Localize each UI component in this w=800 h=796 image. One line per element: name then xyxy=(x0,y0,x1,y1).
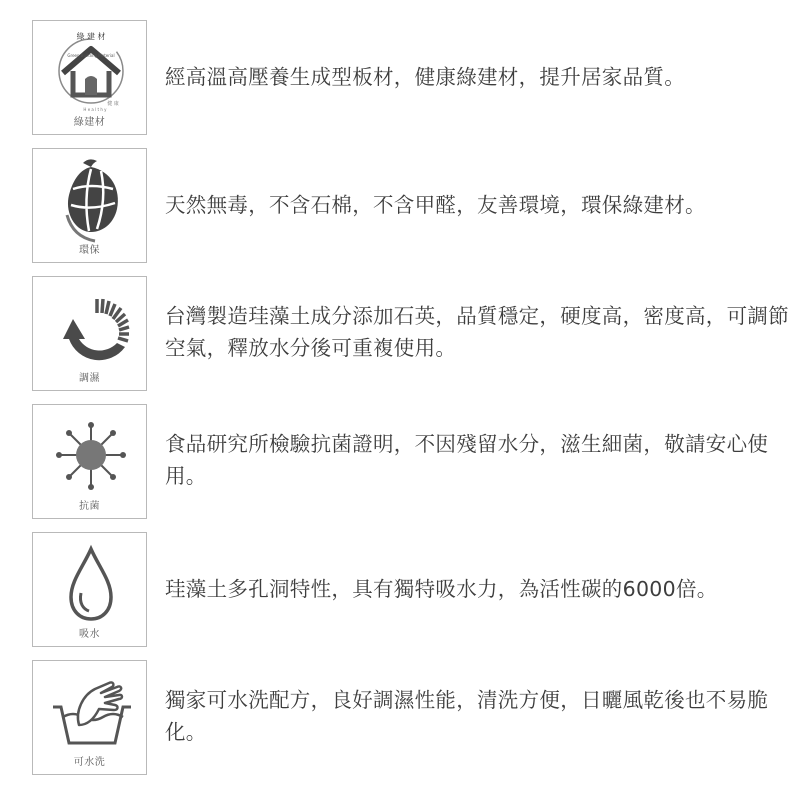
feature-icon-box xyxy=(32,148,147,263)
badge-bottom-text: H e a l t h y xyxy=(83,107,107,112)
feature-caption: 可水洗 xyxy=(73,757,106,768)
feature-icon-box xyxy=(32,404,147,519)
feature-row-antibacterial xyxy=(0,404,800,522)
feature-description: 珪藻土多孔洞特性，具有獨特吸水力，為活性碳的6000倍。 xyxy=(165,577,718,601)
feature-row-humidity xyxy=(0,276,800,394)
feature-row-washable xyxy=(0,660,800,778)
badge-mark-text: 健 康 xyxy=(107,101,119,107)
feature-description: 台灣製造珪藻土成分添加石英，品質穩定，硬度高，密度高，可調節空氣，釋放水分後可重複使用。 xyxy=(165,304,789,360)
feature-description: 獨家可水洗配方，良好調濕性能，清洗方便，日曬風乾後也不易脆化。 xyxy=(165,688,769,744)
feature-icon-box xyxy=(32,20,147,135)
badge-arc-text: Green Building Material xyxy=(67,53,115,58)
feature-icon-box xyxy=(32,276,147,391)
feature-caption: 抗菌 xyxy=(79,501,100,512)
feature-caption: 綠建材 xyxy=(73,117,106,128)
feature-caption: 環保 xyxy=(79,245,100,256)
feature-icon-box xyxy=(32,660,147,775)
feature-row-green-building xyxy=(0,20,800,138)
feature-row-eco xyxy=(0,148,800,266)
feature-description: 經高溫高壓養生成型板材，健康綠建材，提升居家品質。 xyxy=(165,65,685,89)
feature-row-absorb xyxy=(0,532,800,650)
feature-icon-box xyxy=(32,532,147,647)
feature-caption: 調濕 xyxy=(79,373,100,384)
badge-top-text: 綠 建 材 xyxy=(76,32,106,41)
feature-caption: 吸水 xyxy=(79,629,100,640)
feature-description: 天然無毒，不含石棉，不含甲醛，友善環境，環保綠建材。 xyxy=(165,193,706,217)
feature-description: 食品研究所檢驗抗菌證明，不因殘留水分，滋生細菌，敬請安心使用。 xyxy=(165,432,769,488)
